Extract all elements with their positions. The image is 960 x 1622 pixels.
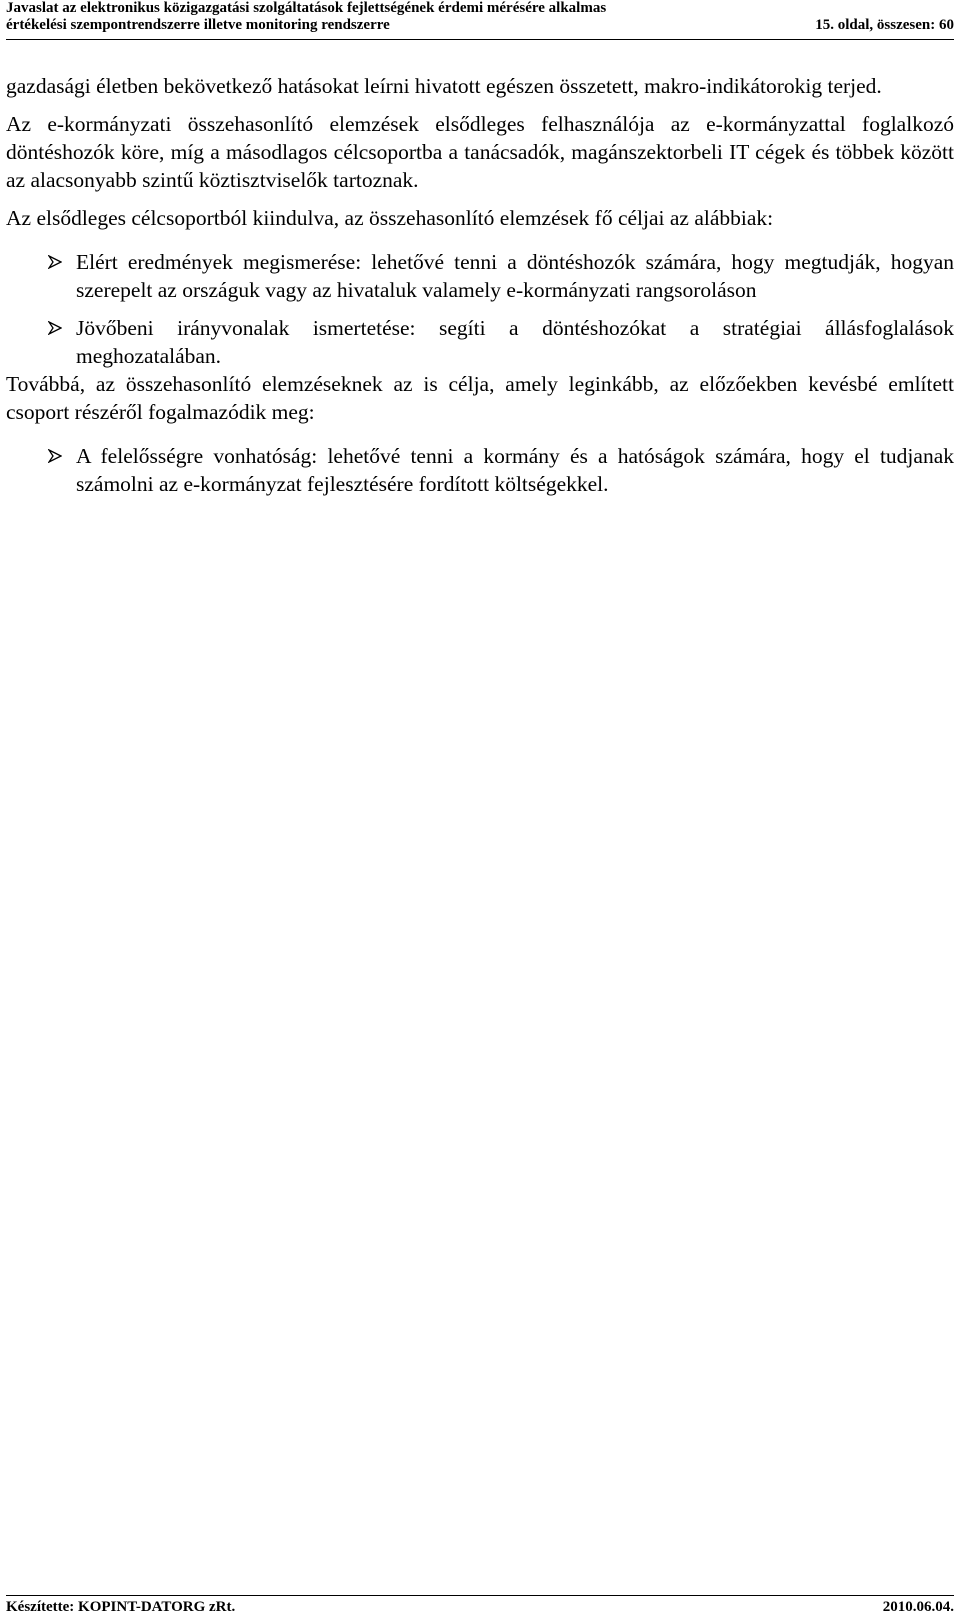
list-item-text: Elért eredmények megismerése: lehetővé tenni a döntéshozók számára, hogy megtudják, hogyan szerepelt az országuk vagy az hivataluk valamely e-kormányzati rangsoroláson xyxy=(76,250,954,302)
page-footer xyxy=(6,1598,954,1616)
footer-divider xyxy=(6,1595,954,1596)
page-header xyxy=(6,0,954,34)
paragraph-4: Továbbá, az összehasonlító elemzéseknek az is célja, amely leginkább, az előzőekben kevésbé említett csoport részéről fogalmazódik meg: xyxy=(6,372,954,424)
list-item xyxy=(6,442,954,498)
goals-list xyxy=(6,248,954,370)
list-item-text: A felelősségre vonhatóság: lehetővé tenni a kormány és a hatóságok számára, hogy el tudjanak számolni az e-kormányzat fejlesztésére fordított költségekkel. xyxy=(76,444,954,496)
paragraph-2: Az e-kormányzati összehasonlító elemzések elsődleges felhasználója az e-kormányzattal foglalkozó döntéshozók köre, míg a másodlagos célcsoportba a tanácsadók, magánszektorbeli IT cégek és többek között az alacsonyabb szintű köztisztviselők tartoznak. xyxy=(6,112,954,192)
header-title-line1: Javaslat az elektronikus közigazgatási szolgáltatások fejlettségének érdemi mérésére alkalmas xyxy=(6,0,607,16)
paragraph-1: gazdasági életben bekövetkező hatásokat leírni hivatott egészen összetett, makro-indikátorokig terjed. xyxy=(6,74,882,98)
document-body xyxy=(6,72,954,498)
footer-date: 2010.06.04. xyxy=(882,1599,954,1615)
arrowhead-bullet-icon xyxy=(48,321,62,335)
paragraph-3: Az elsődleges célcsoportból kiindulva, az összehasonlító elemzések fő céljai az alábbiak: xyxy=(6,206,774,230)
list-item xyxy=(6,248,954,304)
list-item xyxy=(6,314,954,370)
header-divider xyxy=(6,39,954,40)
header-title-line2: értékelési szempontrendszerre illetve monitoring rendszerre xyxy=(6,17,390,33)
footer-author: Készítette: KOPINT-DATORG zRt. xyxy=(6,1599,236,1615)
arrowhead-bullet-icon xyxy=(48,255,62,269)
header-row2 xyxy=(6,17,954,34)
accountability-list xyxy=(6,442,954,498)
list-item-text: Jövőbeni irányvonalak ismertetése: segíti a döntéshozókat a stratégiai állásfoglalások meghozatalában. xyxy=(76,316,954,368)
page-number: 15. oldal, összesen: 60 xyxy=(815,17,954,33)
arrowhead-bullet-icon xyxy=(48,449,62,463)
